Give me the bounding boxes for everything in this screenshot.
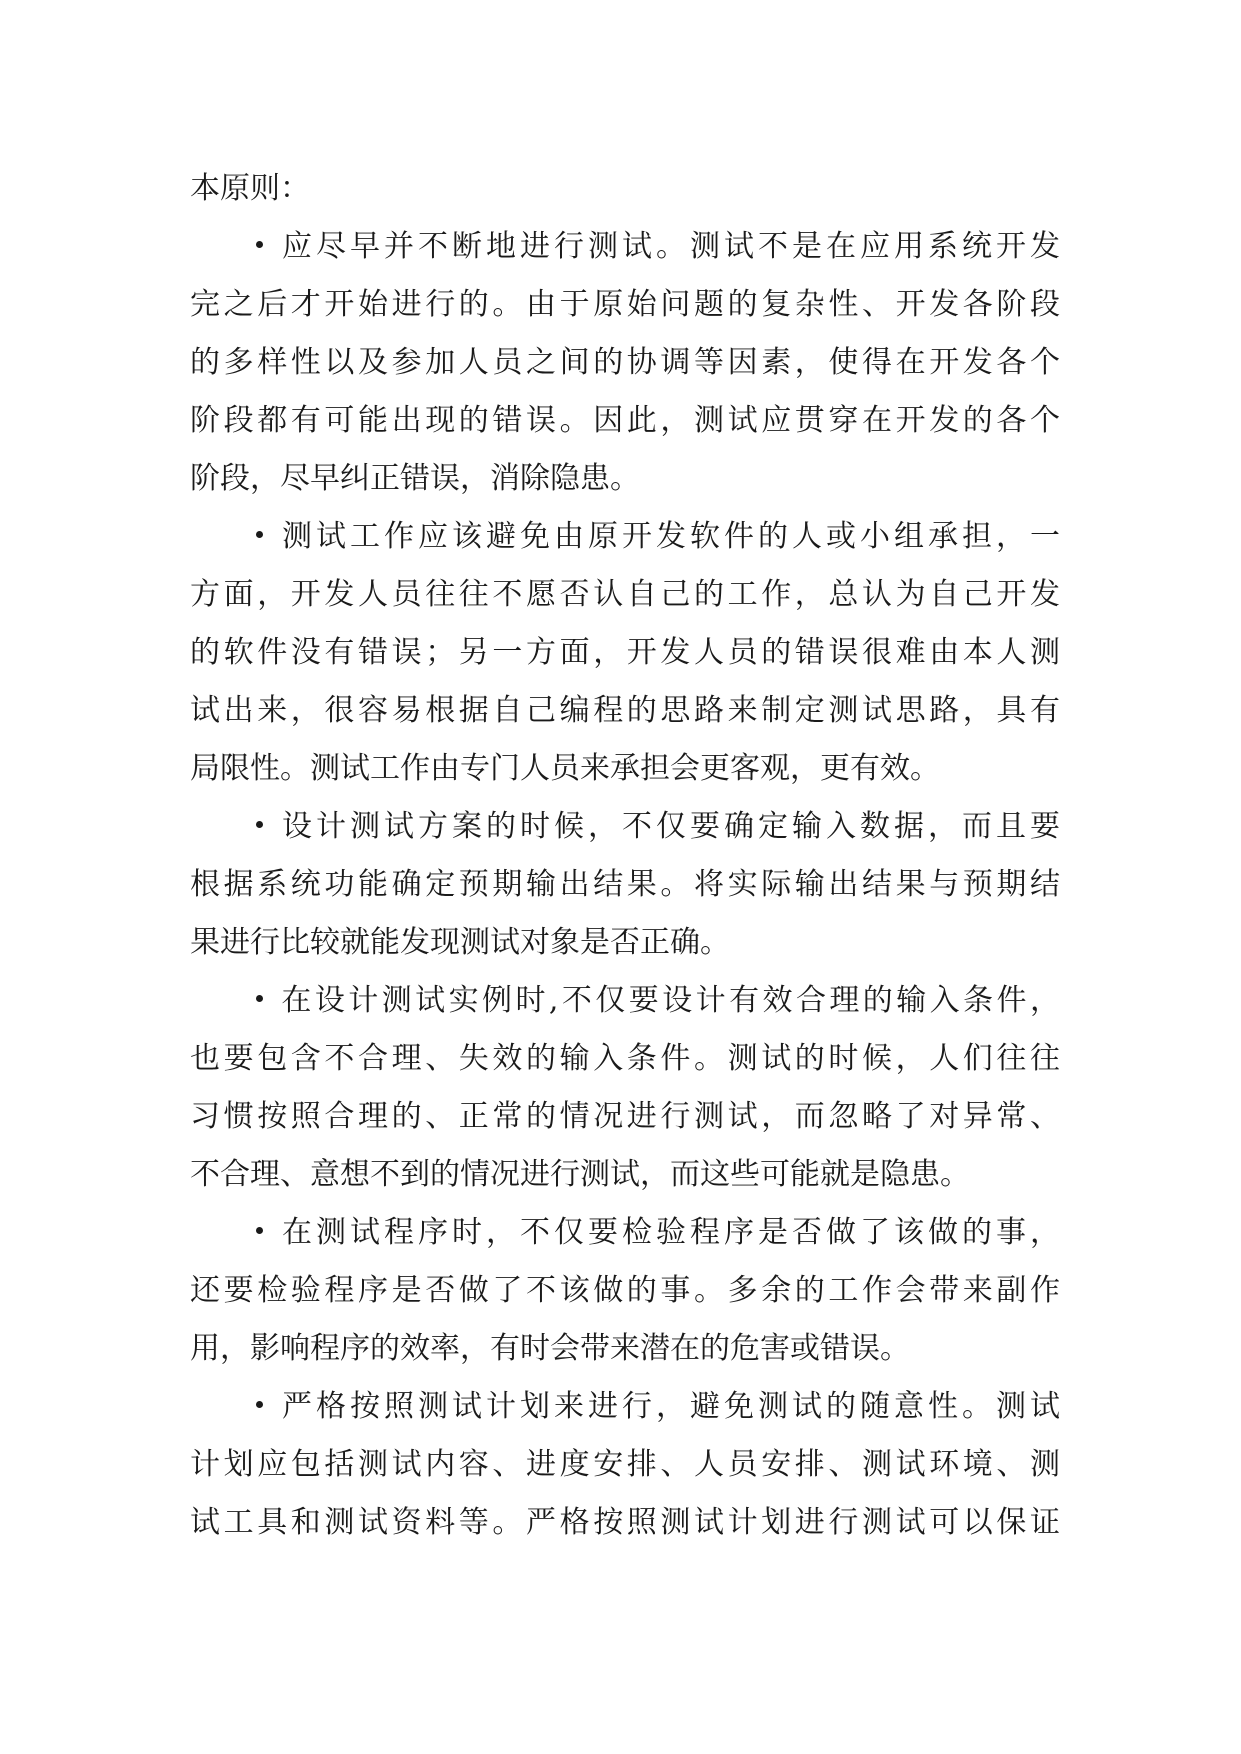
- paragraph-line: 试工具和测试资料等。严格按照测试计划进行测试可以保证: [190, 1505, 1060, 1540]
- bullet-icon: [256, 508, 278, 566]
- paragraph-line: 完之后才开始进行的。由于原始问题的复杂性、开发各阶段: [190, 287, 1060, 322]
- paragraph-line-text: 在测试程序时，不仅要检验程序是否做了该做的事，: [278, 1215, 1060, 1250]
- paragraph-test-early: [190, 218, 1060, 508]
- section-heading: 本原则：: [190, 171, 310, 206]
- paragraph-expected-output: [190, 798, 1060, 972]
- bullet-icon: [256, 1378, 278, 1436]
- bullet-icon: [256, 798, 278, 856]
- paragraph-line: 阶段，尽早纠正错误，消除隐患。: [190, 461, 640, 496]
- paragraph-line: [190, 798, 1060, 856]
- paragraph-line: 也要包含不合理、失效的输入条件。测试的时候，人们往往: [190, 1041, 1060, 1076]
- paragraph-line: [190, 972, 1060, 1030]
- paragraph-line: [190, 1378, 1060, 1436]
- paragraph-line-text: 在设计测试实例时,不仅要设计有效合理的输入条件，: [278, 983, 1060, 1018]
- paragraph-line: 计划应包括测试内容、进度安排、人员安排、测试环境、测: [190, 1447, 1060, 1482]
- paragraph-line-text: 测试工作应该避免由原开发软件的人或小组承担，一: [278, 519, 1060, 554]
- bullet-icon: [256, 972, 278, 1030]
- paragraph-line: 根据系统功能确定预期输出结果。将实际输出结果与预期结: [190, 867, 1060, 902]
- paragraph-line: 用，影响程序的效率，有时会带来潜在的危害或错误。: [190, 1331, 910, 1366]
- paragraph-line: [190, 1204, 1060, 1262]
- bullet-icon: [256, 218, 278, 276]
- paragraph-line-text: 设计测试方案的时候，不仅要确定输入数据，而且要: [278, 809, 1060, 844]
- paragraph-line: 的多样性以及参加人员之间的协调等因素，使得在开发各个: [190, 345, 1060, 380]
- paragraph-line: 习惯按照合理的、正常的情况进行测试，而忽略了对异常、: [190, 1099, 1060, 1134]
- paragraph-line: 果进行比较就能发现测试对象是否正确。: [190, 925, 730, 960]
- paragraph-line: 阶段都有可能出现的错误。因此，测试应贯穿在开发的各个: [190, 403, 1060, 438]
- bullet-icon: [256, 1204, 278, 1262]
- paragraph-line: 局限性。测试工作由专门人员来承担会更客观，更有效。: [190, 751, 940, 786]
- paragraph-line: 方面，开发人员往往不愿否认自己的工作，总认为自己开发: [190, 577, 1060, 612]
- paragraph-line-text: 应尽早并不断地进行测试。测试不是在应用系统开发: [278, 229, 1060, 264]
- paragraph-independent-testers: [190, 508, 1060, 798]
- paragraph-line: 还要检验程序是否做了不该做的事。多余的工作会带来副作: [190, 1273, 1060, 1308]
- document-body: [190, 160, 1060, 1552]
- paragraph-test-plan: [190, 1378, 1060, 1552]
- paragraph-line: [190, 218, 1060, 276]
- paragraph-line: 的软件没有错误；另一方面，开发人员的错误很难由本人测: [190, 635, 1060, 670]
- paragraph-line: 不合理、意想不到的情况进行测试，而这些可能就是隐患。: [190, 1157, 970, 1192]
- paragraph-line: [190, 508, 1060, 566]
- paragraph-invalid-inputs: [190, 972, 1060, 1204]
- paragraph-line-text: 严格按照测试计划来进行，避免测试的随意性。测试: [278, 1389, 1060, 1424]
- paragraph-line: 试出来，很容易根据自己编程的思路来制定测试思路，具有: [190, 693, 1060, 728]
- paragraph-unwanted-behavior: [190, 1204, 1060, 1378]
